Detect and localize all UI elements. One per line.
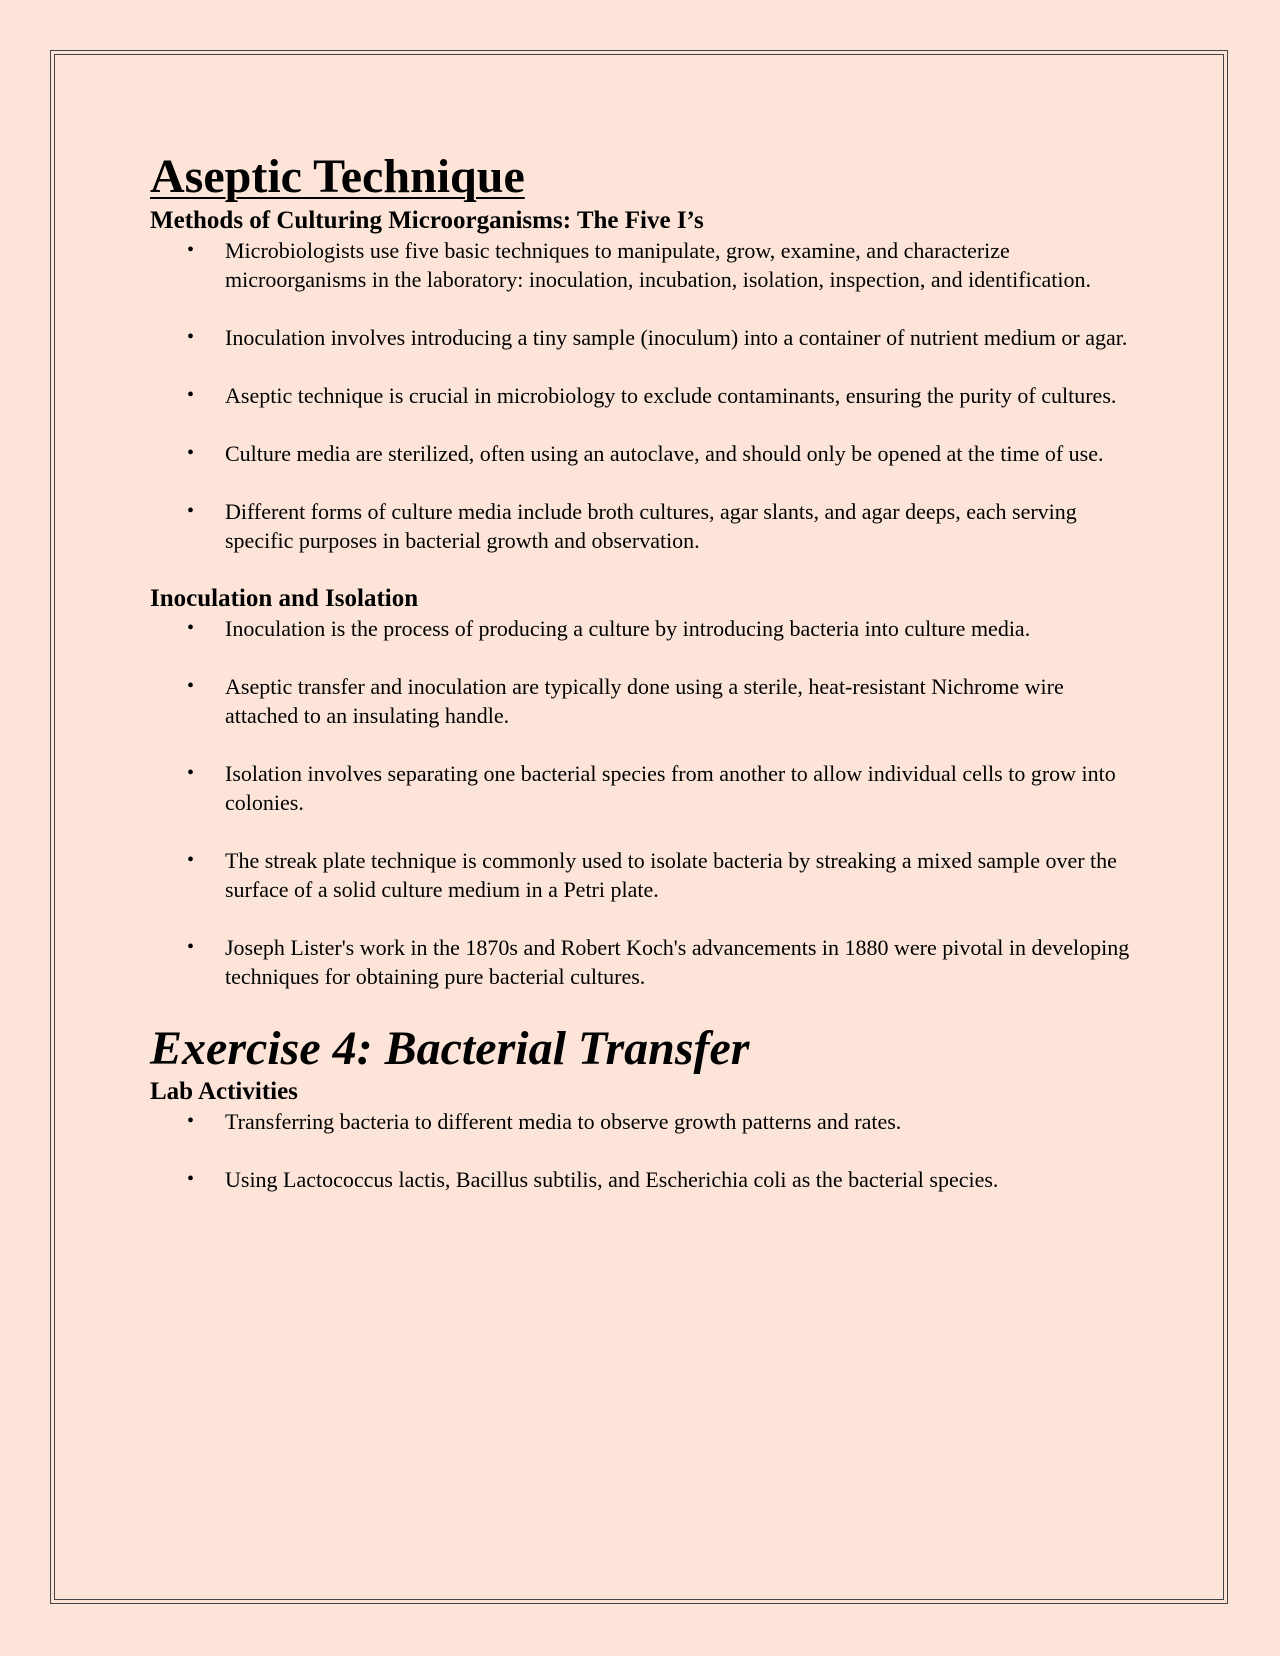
exercise-title: Exercise 4: Bacterial Transfer: [150, 1021, 750, 1075]
section-heading-lab-activities: Lab Activities: [150, 1078, 298, 1106]
list-item: • Inoculation is the process of producing a culture by introducing bacteria into culture media.: [150, 614, 1130, 643]
section-heading-inoculation-isolation: Inoculation and Isolation: [150, 584, 419, 612]
list-item: • Transferring bacteria to different media to observe growth patterns and rates.: [150, 1107, 1130, 1136]
list-item: • The streak plate technique is commonly used to isolate bacteria by streaking a mixed sample over the surface of a solid culture medium in a Petri plate.: [150, 846, 1130, 904]
list-item: • Using Lactococcus lactis, Bacillus subtilis, and Escherichia coli as the bacterial species.: [150, 1165, 1130, 1194]
page-title: Aseptic Technique: [150, 150, 525, 203]
list-item: • Different forms of culture media include broth cultures, agar slants, and agar deeps, each serving specific purposes in bacterial growth and observation.: [150, 497, 1130, 555]
list-item: • Aseptic technique is crucial in microbiology to exclude contaminants, ensuring the purity of cultures.: [150, 381, 1130, 410]
document-body: [150, 148, 1130, 1223]
list-item: • Inoculation involves introducing a tiny sample (inoculum) into a container of nutrient medium or agar.: [150, 323, 1130, 352]
five-is-list: [150, 236, 1130, 555]
inoculation-isolation-list: [150, 614, 1130, 991]
lab-activities-list: [150, 1107, 1130, 1194]
list-item: • Culture media are sterilized, often using an autoclave, and should only be opened at the time of use.: [150, 439, 1130, 468]
list-item: • Microbiologists use five basic techniques to manipulate, grow, examine, and characterize microorganisms in the laboratory: inoculation, incubation, isolation, inspection, and identification.: [150, 236, 1130, 294]
list-item: • Aseptic transfer and inoculation are typically done using a sterile, heat-resistant Nichrome wire attached to an insulating handle.: [150, 672, 1130, 730]
list-item: • Isolation involves separating one bacterial species from another to allow individual cells to grow into colonies.: [150, 759, 1130, 817]
list-item: • Joseph Lister's work in the 1870s and Robert Koch's advancements in 1880 were pivotal in developing techniques for obtaining pure bacterial cultures.: [150, 933, 1130, 991]
section-heading-five-is: Methods of Culturing Microorganisms: The Five I’s: [150, 206, 704, 234]
